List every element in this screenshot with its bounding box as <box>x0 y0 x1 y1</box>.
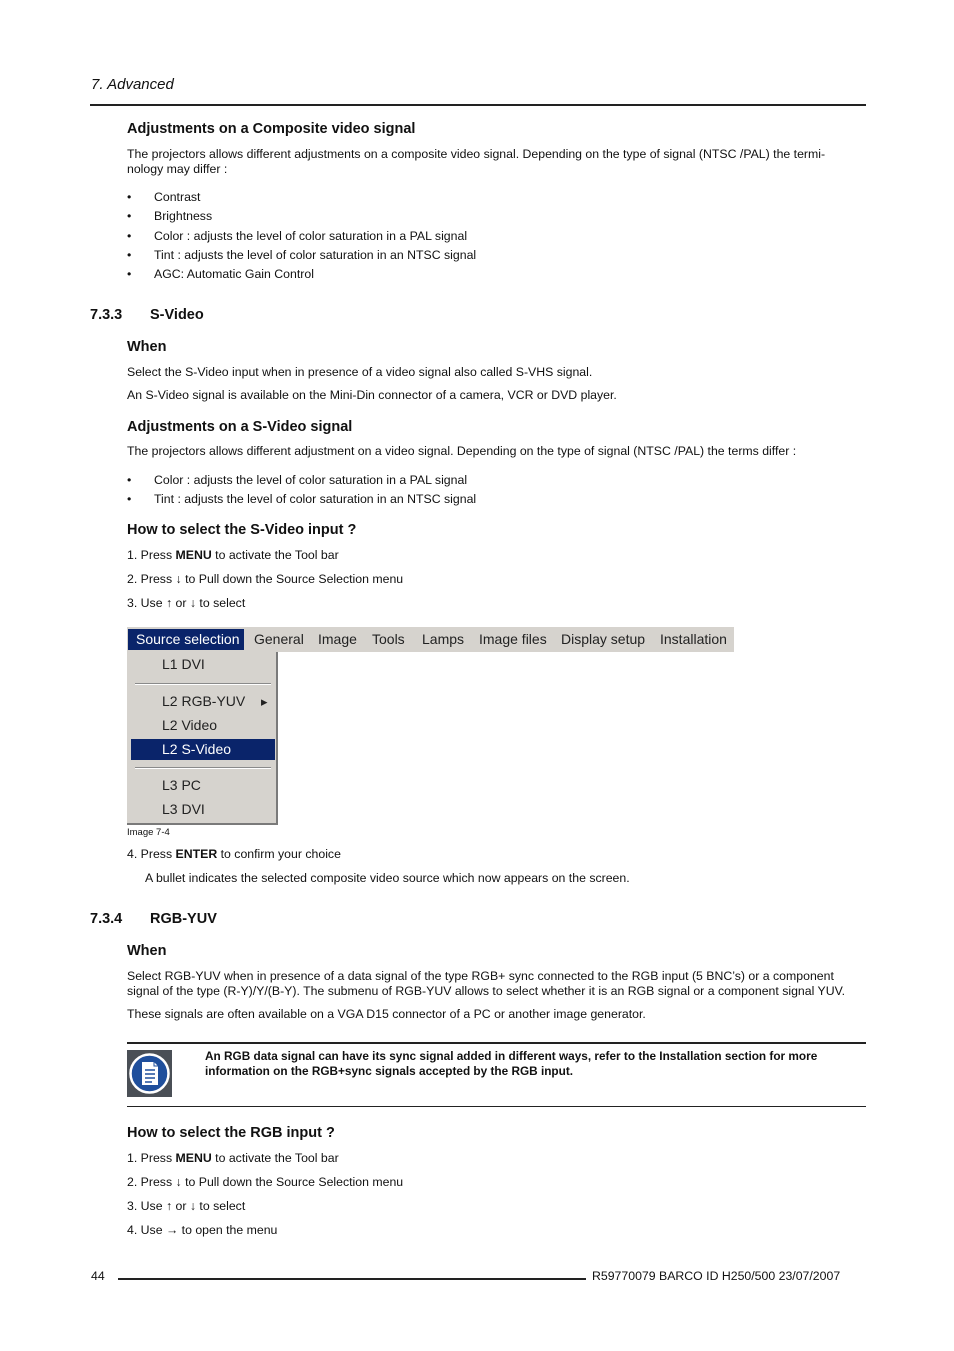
note-top-rule <box>127 1042 866 1044</box>
svideo-step-1: 1. Press MENU to activate the Tool bar <box>127 548 339 562</box>
rgb-when-p1-line1: Select RGB-YUV when in presence of a data signal of the type RGB+ sync connected to the RGB input (5 BNC’s) or a component <box>127 969 834 983</box>
menu-bar <box>127 627 734 652</box>
note-bottom-rule <box>127 1106 866 1107</box>
svideo-adj-heading: Adjustments on a S-Video signal <box>127 419 353 435</box>
menu-source-selection[interactable]: Source selection <box>136 631 240 647</box>
rgb-when-heading: When <box>127 943 167 959</box>
note-box <box>127 1050 172 1097</box>
chapter-header: 7. Advanced <box>91 76 174 93</box>
svideo-when-p1: Select the S-Video input when in presence of a video signal also called S-VHS signal. <box>127 365 593 379</box>
note-text <box>205 1049 869 1079</box>
section-heading-svideo: 7.3.3 S-Video <box>90 307 204 323</box>
rgb-step-1: 1. Press MENU to activate the Tool bar <box>127 1151 339 1165</box>
image-caption: Image 7-4 <box>127 827 170 838</box>
menu-display-setup[interactable]: Display setup <box>561 631 646 647</box>
rgb-when-p1-line2: signal of the type (R-Y)/Y/(B-Y). The submenu of RGB-YUV allows to select whether it is an RGB signal or a component signal YUV. <box>127 984 846 998</box>
menu-image[interactable]: Image <box>318 631 357 647</box>
rgb-howto-heading: How to select the RGB input ? <box>127 1125 335 1141</box>
note-icon <box>127 1050 172 1097</box>
svideo-when-heading: When <box>127 339 167 355</box>
composite-heading: Adjustments on a Composite video signal <box>127 121 416 137</box>
footer-doc-info: R59770079 BARCO ID H250/500 23/07/2007 <box>592 1269 841 1283</box>
composite-intro-line1: The projectors allows different adjustments on a composite video signal. Depending on the type of signal (NTSC /PAL) the termi- <box>127 147 826 161</box>
menu-installation[interactable]: Installation <box>660 631 727 647</box>
dropdown-item-l2-video[interactable]: L2 Video <box>162 717 218 733</box>
note-text-line2: information on the RGB+sync signals accepted by the RGB input. <box>205 1064 574 1078</box>
dropdown-item-l2-rgb-yuv[interactable]: L2 RGB-YUV <box>162 693 246 709</box>
menu-lamps[interactable]: Lamps <box>422 631 465 647</box>
submenu-arrow-icon: ▸ <box>261 694 268 709</box>
svideo-step-4: 4. Press ENTER to confirm your choice <box>127 847 341 861</box>
rgb-when-p2: These signals are often available on a VGA D15 connector of a PC or another image generator. <box>127 1007 646 1021</box>
svideo-step-3: 3. Use ↑ or ↓ to select <box>127 596 246 610</box>
source-dropdown <box>127 652 278 825</box>
header-rule <box>90 104 866 106</box>
svideo-step-4-note: A bullet indicates the selected composite video source which now appears on the screen. <box>145 871 630 885</box>
dropdown-item-l1-dvi[interactable]: L1 DVI <box>162 656 205 672</box>
note-text-line1: An RGB data signal can have its sync signal added in different ways, refer to the Installation section for more <box>205 1049 818 1063</box>
svideo-step-2: 2. Press ↓ to Pull down the Source Selection menu <box>127 572 404 586</box>
menu-general[interactable]: General <box>254 631 304 647</box>
dropdown-item-l2-s-video[interactable]: L2 S-Video <box>162 741 232 757</box>
footer-rule <box>118 1278 586 1280</box>
svideo-adj-p: The projectors allows different adjustment on a video signal. Depending on the type of signal (NTSC /PAL) the terms differ : <box>127 444 797 458</box>
dropdown-item-l3-dvi[interactable]: L3 DVI <box>162 801 205 817</box>
rgb-step-3: 3. Use ↑ or ↓ to select <box>127 1199 246 1213</box>
composite-intro-line2: nology may differ : <box>127 162 228 176</box>
rgb-step-2: 2. Press ↓ to Pull down the Source Selection menu <box>127 1175 404 1189</box>
dropdown-separator <box>135 683 271 685</box>
rgb-step-4: 4. Use → to open the menu <box>127 1223 278 1237</box>
dropdown-separator <box>135 767 271 769</box>
page-number: 44 <box>91 1269 105 1283</box>
section-heading-rgb-yuv: 7.3.4 RGB-YUV <box>90 911 217 927</box>
svideo-howto-heading: How to select the S-Video input ? <box>127 522 357 538</box>
dropdown-item-l3-pc[interactable]: L3 PC <box>162 777 201 793</box>
menu-tools[interactable]: Tools <box>372 631 405 647</box>
svideo-when-p2: An S-Video signal is available on the Mini-Din connector of a camera, VCR or DVD player. <box>127 388 617 402</box>
menu-image-files[interactable]: Image files <box>479 631 547 647</box>
